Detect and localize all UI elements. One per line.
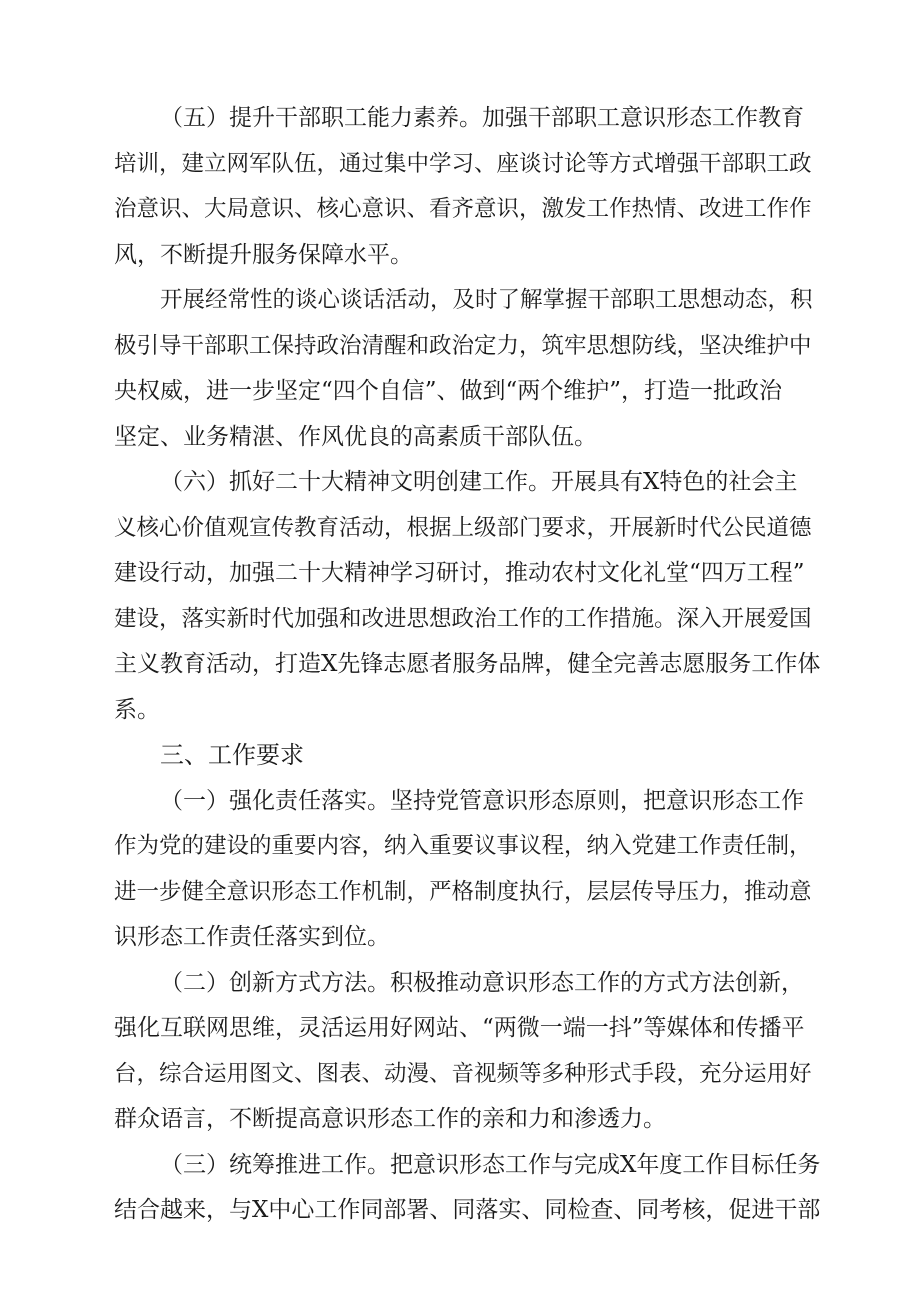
paragraph-line: 培训，建立网军队伍，通过集中学习、座谈讨论等方式增强干部职工政: [114, 151, 812, 177]
paragraph-line: 群众语言，不断提高意识形态工作的亲和力和渗透力。: [114, 1106, 666, 1132]
paragraph-line: 台，综合运用图文、图表、动漫、音视频等多种形式手段，充分运用好: [114, 1061, 812, 1087]
paragraph-line: （二）创新方式方法。积极推动意识形态工作的方式方法创新，: [160, 970, 804, 996]
paragraph-line: 识形态工作责任落实到位。: [114, 924, 390, 950]
paragraph-line: 作为党的建设的重要内容，纳入重要议事议程，纳入党建工作责任制，: [114, 833, 812, 859]
paragraph-line: 风，不断提升服务保障水平。: [114, 242, 413, 268]
paragraph-line: 强化互联网思维，灵活运用好网站、“两微一端一抖”等媒体和传播平: [114, 1015, 805, 1041]
paragraph-line: 建设，落实新时代加强和改进思想政治工作的工作措施。深入开展爱国: [114, 606, 812, 632]
paragraph-line: 结合越来，与X中心工作同部署、同落实、同检查、同考核，促进干部: [114, 1197, 821, 1223]
paragraph-line: （三）统筹推进工作。把意识形态工作与完成X年度工作目标任务: [160, 1152, 821, 1178]
paragraph-line: 进一步健全意识形态工作机制，严格制度执行，层层传导压力，推动意: [114, 879, 812, 905]
paragraph-line: （五）提升干部职工能力素养。加强干部职工意识形态工作教育: [160, 105, 804, 131]
paragraph-line: 系。: [114, 697, 160, 723]
paragraph-line: 央权威，进一步坚定“四个自信”、做到“两个维护”，打造一批政治: [114, 378, 783, 404]
section-heading: 三、工作要求: [160, 741, 304, 769]
paragraph-line: 建设行动，加强二十大精神学习研讨，推动农村文化礼堂“四万工程”: [114, 560, 805, 586]
paragraph-line: 坚定、业务精湛、作风优良的高素质干部队伍。: [114, 424, 597, 450]
paragraph-line: （一）强化责任落实。坚持党管意识形态原则，把意识形态工作: [160, 788, 804, 814]
paragraph-line: 义核心价值观宣传教育活动，根据上级部门要求，开展新时代公民道德: [114, 515, 812, 541]
paragraph-line: 开展经常性的谈心谈话活动，及时了解掌握干部职工思想动态，积: [160, 287, 813, 313]
paragraph-line: （六）抓好二十大精神文明创建工作。开展具有X特色的社会主: [160, 469, 798, 495]
paragraph-line: 治意识、大局意识、核心意识、看齐意识，激发工作热情、改进工作作: [114, 196, 812, 222]
paragraph-line: 极引导干部职工保持政治清醒和政治定力，筑牢思想防线，坚决维护中: [114, 333, 812, 359]
paragraph-line: 主义教育活动，打造X先锋志愿者服务品牌，健全完善志愿服务工作体: [114, 651, 821, 677]
